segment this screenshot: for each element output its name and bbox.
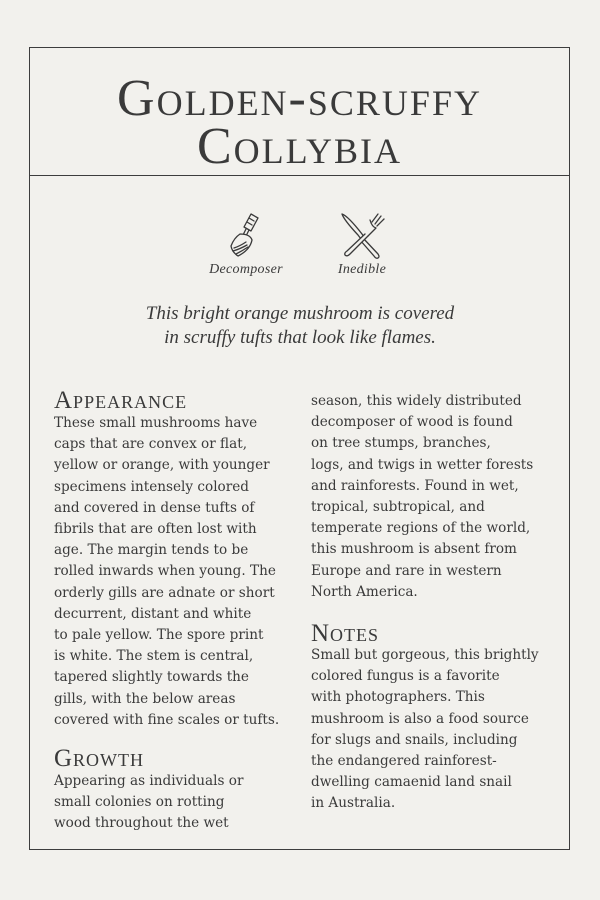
icon-decomposer [196, 210, 296, 278]
icon-inedible [312, 210, 412, 278]
page-title-line-2: Collybia [196, 118, 403, 175]
section-text-growth-part-1: Appearing as individuals or small colonies on rotting wood throughout the wet [54, 773, 244, 832]
section-heading-appearance: Appearance [54, 387, 188, 414]
section-heading-growth: Growth [54, 745, 145, 772]
page-title-line-1: Golden-scruffy [117, 70, 482, 127]
section-text-appearance: These small mushrooms have caps that are convex or flat, yellow or orange, with younger specimens intensely colored and covered in dense tufts of fibrils that are often lost with age. The margin tends to be rolled inwards when young. The orderly gills are adnate or short decurrent, distant and white to pale yellow. The spore print is white. The stem is central, tapered slightly towards the gills, with the below areas covered with fine scales or tufts. [54, 415, 280, 728]
icon-label-inedible: Inedible [337, 262, 387, 277]
section-text-growth-part-2: season, this widely distributed decomposer of wood is found on tree stumps, branches, logs, and twigs in wetter forests and rainforests. Found in wet, tropical, subtropical, and temperate regions of the world, this mushroom is absent from Europe and rare in western North America. [311, 393, 534, 600]
crossed-fork-knife-icon [332, 210, 392, 262]
tagline-line-1: This bright orange mushroom is covered [145, 303, 455, 324]
title-box [30, 48, 569, 176]
section-heading-notes: Notes [311, 620, 380, 647]
trowel-icon [216, 210, 276, 262]
tagline-line-2: in scruffy tufts that look like flames. [164, 327, 436, 348]
section-text-notes: Small but gorgeous, this brightly colored fungus is a favorite with photographers. This mushroom is also a food source for slugs and snails, including the endangered rainforest- dwelling camaenid land snail in Australia. [311, 647, 539, 812]
icon-label-decomposer: Decomposer [209, 262, 283, 277]
